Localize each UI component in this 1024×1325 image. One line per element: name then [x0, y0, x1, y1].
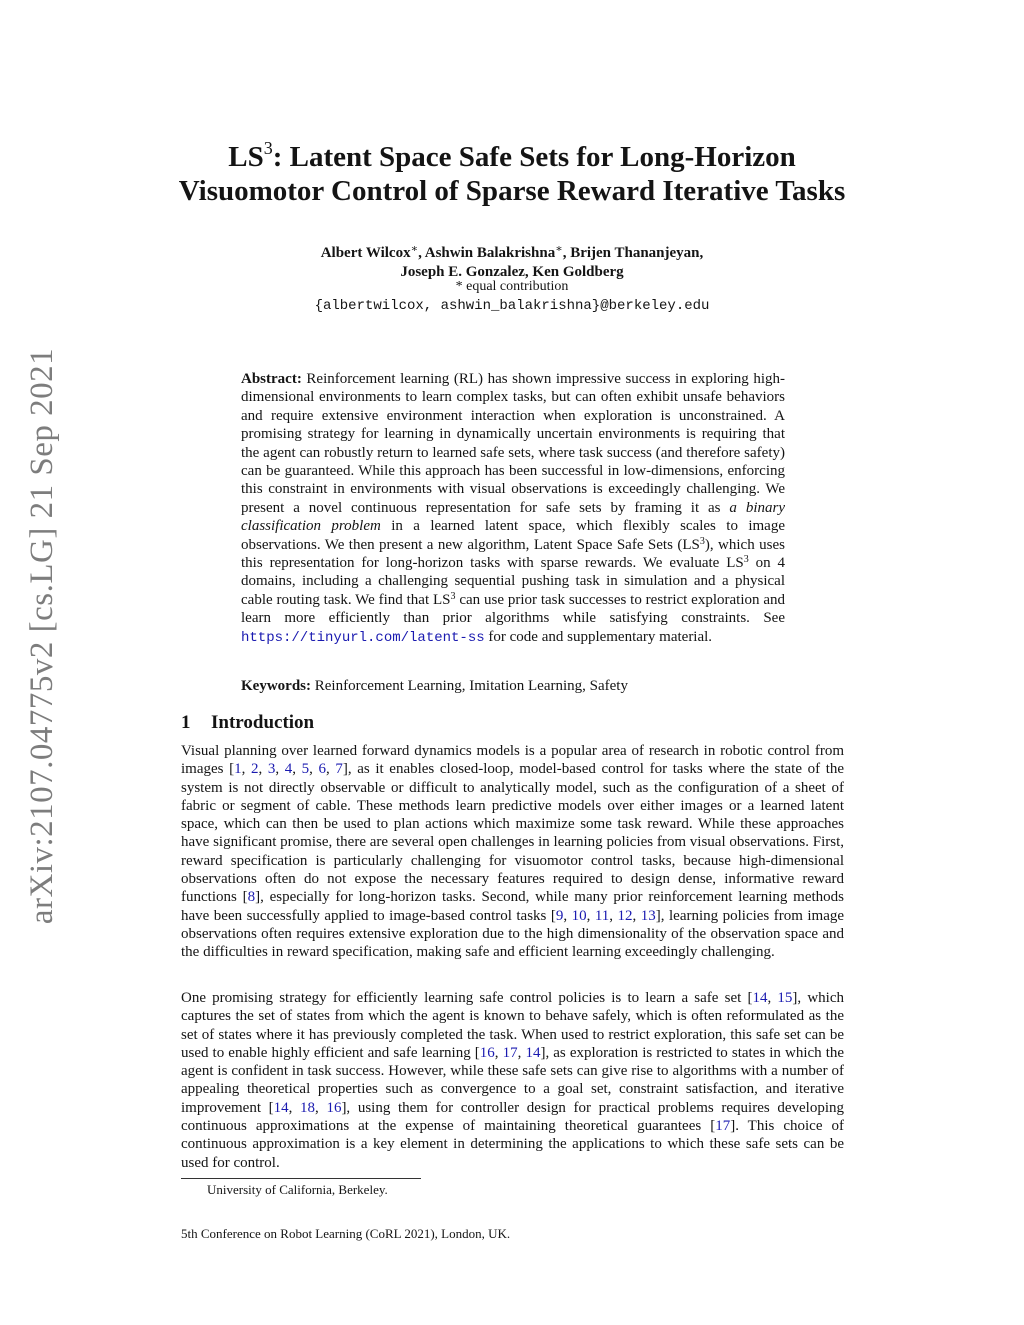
- abstract-text: on 4 domains, including a challenging sequential pushing task in simulation and a physical cable routing task. We find that LS: [241, 555, 785, 608]
- section-number: 1: [181, 712, 191, 733]
- citation-link[interactable]: 2: [250, 761, 259, 778]
- abstract-text: for code and supplementary material.: [484, 628, 713, 645]
- citation-link[interactable]: 6: [318, 761, 326, 778]
- citation-link[interactable]: 14: [752, 990, 768, 1006]
- keywords-text: Reinforcement Learning, Imitation Learning, Safety: [314, 678, 628, 694]
- author-list: [100, 240, 924, 282]
- authors-line2: Joseph E. Gonzalez, Ken Goldberg: [400, 264, 624, 280]
- para-text: Visual planning over learned forward dynamics models is a popular area of research in robotic control from images [: [181, 743, 844, 778]
- title-line2: Visuomotor Control of Sparse Reward Iterative Tasks: [178, 175, 846, 207]
- citation-link[interactable]: 13: [640, 907, 656, 924]
- citation-link[interactable]: 1: [234, 761, 242, 778]
- citation-link[interactable]: 5: [301, 761, 310, 778]
- author-3: , Brijen Thananjeyan,: [562, 245, 704, 261]
- title-line1: : Latent Space Safe Sets for Long-Horizon: [272, 141, 796, 173]
- para-text: ]. This choice of continuous approximation is a key element in determining the applications to which these safe sets can be used for control.: [181, 1118, 844, 1171]
- keywords: [241, 677, 785, 695]
- section-heading: [181, 711, 314, 735]
- citation-link[interactable]: 8: [247, 889, 256, 906]
- intro-paragraph-2: One promising strategy for efficiently learning safe control policies is to learn a safe set [14, 15], which captures the set of states from which the agent is known to behave safely, which is often reformulated as the set of states where it has previously completed the task. When used to restrict exploration, this safe set can be used to enable highly efficient and safe learning [16, 17, 14], as exploration is restricted to states in which the agent is confident in task success. However, while these safe sets can give rise to algorithms with a number of appealing theoretical properties such as convergence to a goal set, constraint satisfaction, and iterative improvement [14, 18, 16], using them for controller design for practical problems requires developing continuous approximations at the expense of maintaining theoretical guarantees [17]. This choice of continuous approximation is a key element in determining the applications to which these safe sets can be used for control.: [181, 990, 845, 1171]
- citation-link[interactable]: 12: [617, 907, 633, 924]
- supplementary-link[interactable]: https://tinyurl.com/latent-ss: [241, 629, 485, 646]
- author-emails: {albertwilcox, ashwin_balakrishna}@berkeley.edu: [314, 298, 710, 314]
- para-text: ], using them for controller design for practical problems requires developing continuous approximations at the expense of maintaining theoretical guarantees [: [181, 1099, 845, 1135]
- equal-marker: ∗: [555, 243, 563, 255]
- citation-link[interactable]: 11: [594, 907, 610, 924]
- abstract-label: Abstract:: [241, 371, 302, 387]
- citation-link[interactable]: 14: [273, 1099, 289, 1116]
- footnote-divider: [181, 1178, 421, 1179]
- author-1: Albert Wilcox: [320, 245, 411, 261]
- citation-link[interactable]: 17: [715, 1118, 731, 1135]
- para-text: ], learning policies from image observations often requires extensive exploration due to the high dimensionality of the observation space and the difficulties in reward specification, making safe and efficient learning exceedingly challenging.: [181, 907, 845, 961]
- para-text: ], especially for long-horizon tasks. Second, while many prior reinforcement learning methods have been successfully applied to image-based control tasks [: [181, 889, 844, 924]
- citation-link[interactable]: 15: [777, 990, 793, 1006]
- equal-contribution-note: * equal contribution: [455, 279, 569, 294]
- keywords-label: Keywords:: [241, 678, 311, 694]
- citation-link[interactable]: 7: [335, 761, 343, 778]
- citation-link[interactable]: 3: [267, 761, 276, 778]
- citation-link[interactable]: 9: [555, 907, 564, 924]
- citation-link[interactable]: 16: [479, 1044, 495, 1061]
- para-text: ], as exploration is restricted to states in which the agent is confident in task success. However, while these safe sets can give rise to algorithms with a number of appealing theoretical properties such as convergence to a goal set, constraint satisfaction, and iterative improvement [: [181, 1044, 845, 1116]
- abstract-text: can use prior task successes to restrict exploration and learn more efficiently than prior algorithms while satisfying constraints. See: [241, 591, 785, 627]
- superscript: 3: [450, 590, 456, 602]
- citation-link[interactable]: 16: [326, 1099, 342, 1116]
- affiliation-footnote: University of California, Berkeley.: [207, 1182, 388, 1197]
- citation-link[interactable]: 17: [502, 1044, 518, 1061]
- abstract-text: Reinforcement learning (RL) has shown impressive success in exploring high-dimensional environments to learn complex tasks, but can often exhibit unsafe behaviors and require extensive environment interaction when exploration is unconstrained. A promising strategy for learning in dynamically uncertain environments is requiring that the agent can robustly return to learned safe sets, where task success (and therefore safety) can be guaranteed. While this approach has been successful in low-dimensions, enforcing this constraint in environments with visual observations is exceedingly challenging. We present a novel continuous representation for safe sets by framing it as: [241, 371, 785, 516]
- citation-link[interactable]: 14: [525, 1044, 541, 1061]
- arxiv-identifier: arXiv:2107.04775v2 [cs.LG] 21 Sep 2021: [24, 347, 60, 925]
- paper-title: [100, 140, 924, 208]
- superscript: 3: [699, 535, 705, 547]
- para-text: ], which captures the set of states from which the agent is known to behave safely, which is often reformulated as the set of states where it has previously completed the task. When used to restrict exploration, this safe set can be used to enable highly efficient and safe learning [: [181, 990, 844, 1061]
- para-text: ], as it enables closed-loop, model-based control for tasks where the state of the system is not directly observable or difficult to analytically model, such as the configuration of a sheet of fabric or segment of cable. These methods learn predictive models over either images or a learned latent space, which can then be used to plan actions which maximize some task reward. While these approaches have significant promise, there are several open challenges in learning policies from visual observations. First, reward specification is particularly challenging for visuomotor control tasks, because high-dimensional observations often do not expose the necessary features required to design dense, informative reward functions [: [181, 761, 845, 906]
- conference-footer: 5th Conference on Robot Learning (CoRL 2021), London, UK.: [181, 1226, 511, 1241]
- abstract-text: ), which uses this representation for long-horizon tasks with sparse rewards. We evaluate LS: [241, 536, 785, 572]
- citation-link[interactable]: 10: [571, 907, 587, 924]
- title-superscript: 3: [263, 138, 273, 158]
- intro-paragraph-1: Visual planning over learned forward dynamics models is a popular area of research in robotic control from images [1, 2, 3, 4, 5, 6, 7], as it enables closed-loop, model-based control for tasks where the state of the system is not directly observable or difficult to analytically model, such as the configuration of a sheet of fabric or segment of cable. These methods learn predictive models over either images or a learned latent space, which can then be used to plan actions which maximize some task reward. While these approaches have significant promise, there are several open challenges in learning policies from visual observations. First, reward specification is particularly challenging for visuomotor control tasks, because high-dimensional observations often do not expose the necessary features required to design dense, informative reward functions [8], especially for long-horizon tasks. Second, while many prior reinforcement learning methods have been successfully applied to image-based control tasks [9, 10, 11, 12, 13], learning policies from image observations often requires extensive exploration due to the high dimensionality of the observation space and the difficulties in reward specification, making safe and efficient learning exceedingly challenging.: [181, 743, 845, 961]
- equal-marker: ∗: [410, 243, 419, 255]
- citation-link[interactable]: 18: [300, 1099, 316, 1116]
- title-prefix: LS: [228, 141, 264, 173]
- citation-link[interactable]: 4: [284, 761, 293, 778]
- superscript: 3: [743, 554, 749, 566]
- abstract-emphasis: a binary classification problem: [241, 499, 785, 535]
- section-title: Introduction: [211, 712, 315, 733]
- author-2: , Ashwin Balakrishna: [418, 245, 556, 261]
- abstract-text: in a learned latent space, which flexibly scales to image observations. We then present a new algorithm, Latent Space Safe Sets (LS: [241, 518, 785, 553]
- para-text: One promising strategy for efficiently learning safe control policies is to learn a safe set [: [181, 990, 753, 1006]
- abstract: [241, 370, 785, 647]
